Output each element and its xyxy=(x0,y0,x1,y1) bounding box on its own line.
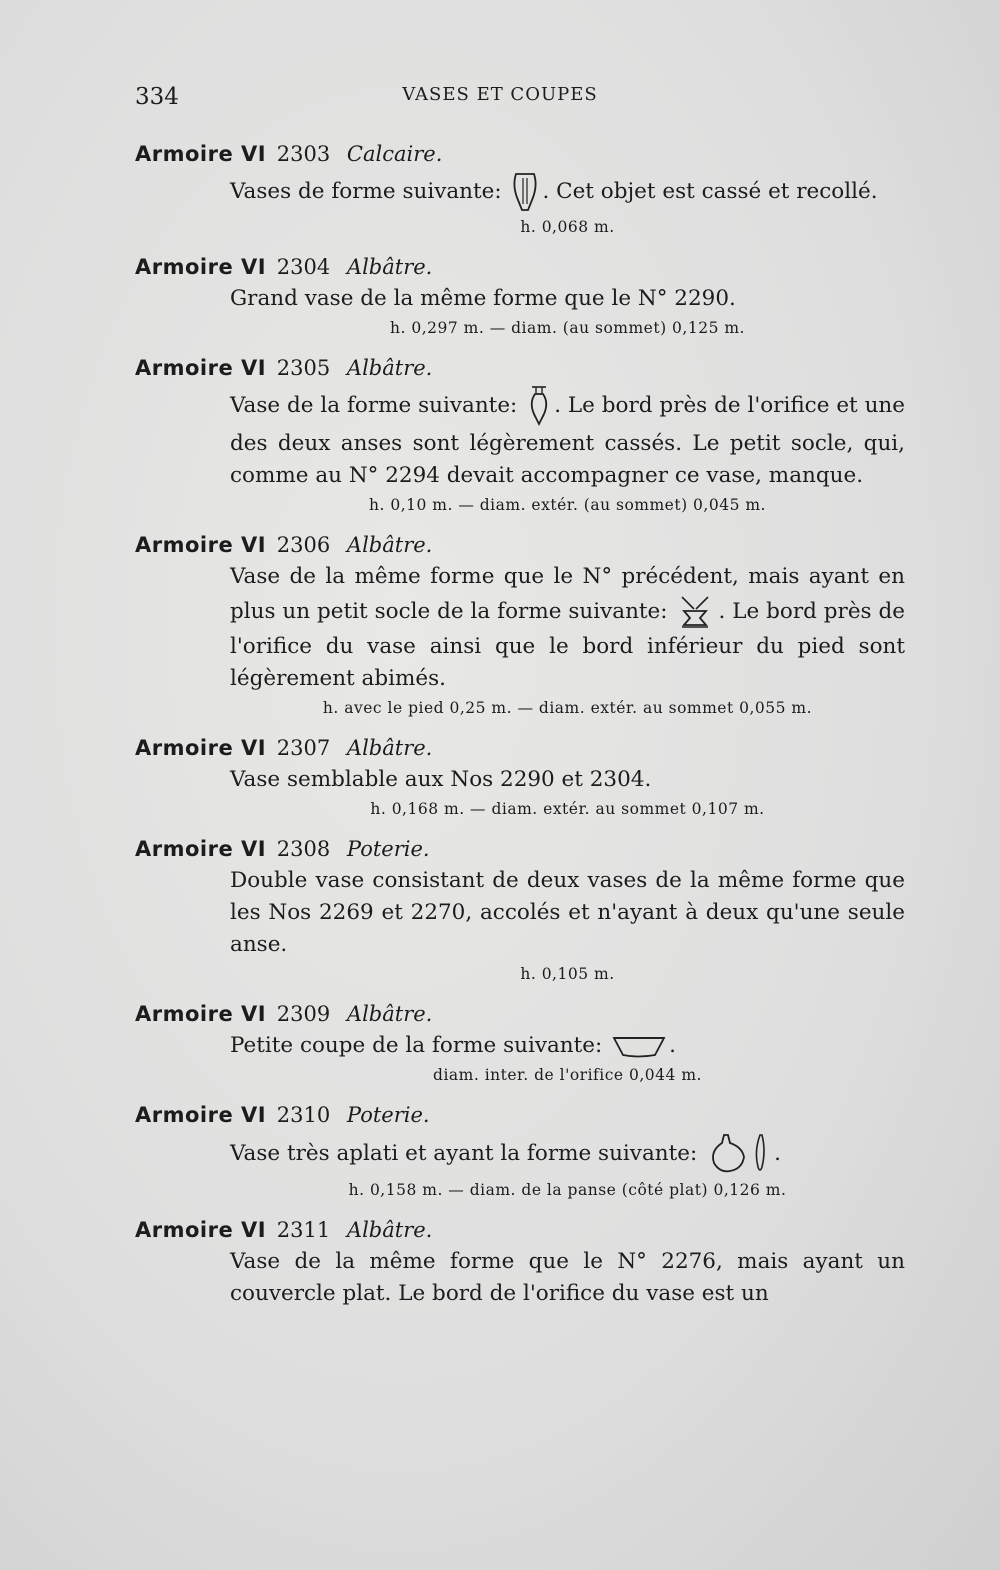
measurements: h. avec le pied 0,25 m. — diam. extér. au sommet 0,055 m. xyxy=(322,699,813,717)
measurements: h. 0,297 m. — diam. (au sommet) 0,125 m. xyxy=(390,319,745,337)
measurements: h. 0,158 m. — diam. de la panse (côté plat) 0,126 m. xyxy=(348,1181,787,1199)
material: Poterie. xyxy=(346,1103,430,1127)
page-header xyxy=(0,80,1000,116)
catalogue-entry-2306 xyxy=(135,529,905,721)
flattened-vase-icon xyxy=(706,1131,772,1177)
catalogue-entry-2303 xyxy=(135,138,905,240)
material: Albâtre. xyxy=(346,1002,433,1026)
catalogue-entry-2305 xyxy=(135,352,905,518)
material: Poterie. xyxy=(346,837,430,861)
measurements: h. 0,168 m. — diam. extér. au sommet 0,107 m. xyxy=(370,800,765,818)
entry-heading: Armoire VI 2304 Albâtre. xyxy=(135,255,433,279)
entry-description: Double vase consistant de deux vases de la même forme que les Nos 2269 et 2270, accolés et n'ayant à deux qu'une seule anse. xyxy=(230,868,905,957)
material: Calcaire. xyxy=(346,142,443,166)
entry-description: Vases de forme suivante: . Cet objet est cassé et recollé. xyxy=(135,170,905,214)
entry-heading: Armoire VI 2309 Albâtre. xyxy=(135,1002,433,1026)
shallow-cup-icon xyxy=(611,1033,667,1059)
catalogue-entry-2310 xyxy=(135,1099,905,1203)
catalogue-entry-2304 xyxy=(135,251,905,341)
catalogue-entries xyxy=(135,138,905,1321)
socle-stand-icon xyxy=(676,593,716,631)
entry-heading: Armoire VI 2306 Albâtre. xyxy=(135,533,433,557)
material: Albâtre. xyxy=(346,533,433,557)
measurements: h. 0,10 m. — diam. extér. (au sommet) 0,045 m. xyxy=(369,496,766,514)
entry-description: Vase de la forme suivante: . Le bord près de l'orifice et une des deux anses sont légèrement cassés. Le petit socle, qui, comme au N° 2294 devait accompagner ce vase, manque. xyxy=(135,384,905,492)
running-title: VASES ET COUPES xyxy=(402,84,598,105)
measurements: h. 0,105 m. xyxy=(520,965,615,983)
measurements: h. 0,068 m. xyxy=(520,218,615,236)
entry-description: Grand vase de la même forme que le N° 2290. xyxy=(230,286,736,311)
entry-description: Petite coupe de la forme suivante: . xyxy=(230,1033,676,1058)
catalogue-entry-2307 xyxy=(135,732,905,822)
handled-vase-icon xyxy=(526,384,552,428)
entry-description: Vase très aplati et ayant la forme suivante: . xyxy=(135,1131,905,1177)
entry-heading: Armoire VI 2305 Albâtre. xyxy=(135,356,433,380)
entry-heading: Armoire VI 2311 Albâtre. xyxy=(135,1218,433,1242)
material: Albâtre. xyxy=(346,736,433,760)
catalogue-entry-2311 xyxy=(135,1214,905,1310)
entry-description: Vase de la même forme que le N° 2276, mais ayant un couvercle plat. Le bord de l'orifice du vase est un xyxy=(230,1249,905,1306)
entry-heading: Armoire VI 2307 Albâtre. xyxy=(135,736,433,760)
material: Albâtre. xyxy=(346,1218,433,1242)
measurements: diam. inter. de l'orifice 0,044 m. xyxy=(433,1066,702,1084)
catalogue-entry-2308 xyxy=(135,833,905,987)
material: Albâtre. xyxy=(346,255,433,279)
ovoid-vase-icon xyxy=(510,170,540,214)
page-number: 334 xyxy=(135,84,179,110)
entry-heading: Armoire VI 2303 Calcaire. xyxy=(135,142,443,166)
entry-heading: Armoire VI 2310 Poterie. xyxy=(135,1103,430,1127)
entry-heading: Armoire VI 2308 Poterie. xyxy=(135,837,430,861)
catalogue-entry-2309 xyxy=(135,998,905,1088)
entry-description: Vase de la même forme que le N° précédent, mais ayant en plus un petit socle de la forme suivante: . Le bord près de l'orifice du vase ainsi que le bord inférieur du pied sont légèrement abimés. xyxy=(230,564,905,691)
material: Albâtre. xyxy=(346,356,433,380)
entry-description: Vase semblable aux Nos 2290 et 2304. xyxy=(230,767,652,792)
